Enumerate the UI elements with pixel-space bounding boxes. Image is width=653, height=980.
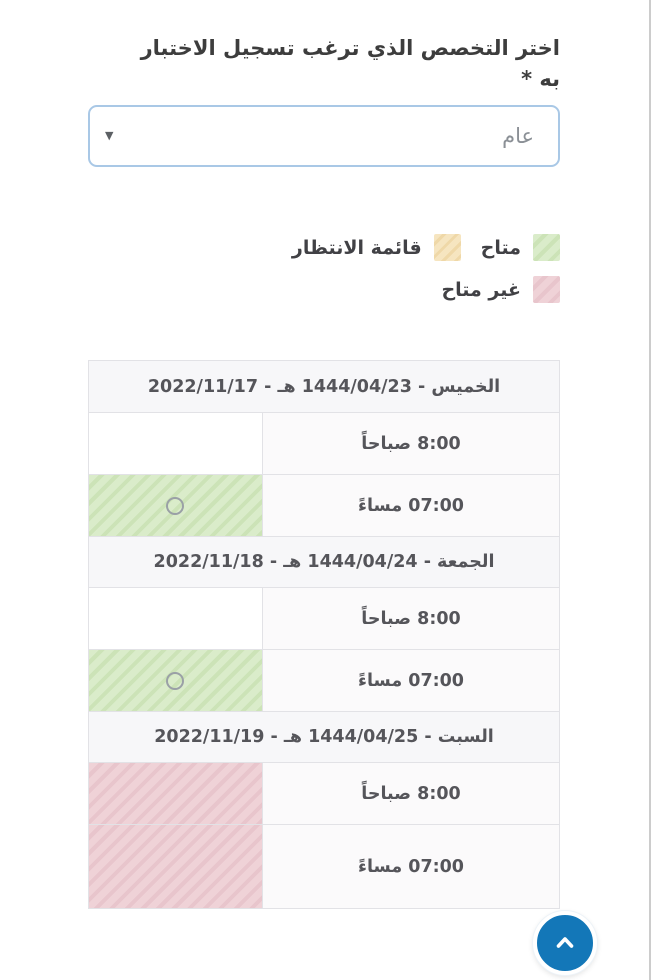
- slot-time-label: 07:00 مساءً: [262, 825, 559, 908]
- slot-cell-empty: [89, 588, 262, 649]
- day-header-label: السبت - 1444/04/25 هـ - 2022/11/19: [89, 711, 559, 762]
- slot-row: [89, 587, 559, 649]
- slot-row: [89, 762, 559, 824]
- legend-label-available: متاح: [480, 236, 521, 259]
- day-header-label: الجمعة - 1444/04/24 هـ - 2022/11/18: [89, 536, 559, 587]
- slot-cell-available[interactable]: [89, 475, 262, 536]
- day-header-label: الخميس - 1444/04/23 هـ - 2022/11/17: [89, 361, 559, 412]
- page-title-line-1: اختر التخصص الذي ترغب تسجيل الاختبار: [140, 36, 560, 60]
- chevron-up-icon: [552, 930, 578, 956]
- scroll-to-top-button[interactable]: [533, 911, 597, 975]
- slot-row: [89, 649, 559, 711]
- specialty-select-value: عام: [502, 124, 534, 148]
- right-edge-line: [649, 0, 651, 980]
- day-section: [89, 361, 559, 536]
- page-title: [88, 33, 560, 95]
- day-section: [89, 536, 559, 711]
- radio-button[interactable]: [166, 497, 184, 515]
- slot-row: [89, 474, 559, 536]
- exam-booking-panel: [88, 33, 560, 909]
- slot-row: [89, 412, 559, 474]
- radio-button[interactable]: [166, 672, 184, 690]
- slot-cell-unavailable: [89, 763, 262, 824]
- legend-item-unavailable: [441, 276, 560, 303]
- slot-cell-empty: [89, 413, 262, 474]
- available-swatch-icon: [533, 234, 560, 261]
- caret-down-icon: ▼: [105, 129, 114, 143]
- slot-row: [89, 824, 559, 908]
- unavailable-swatch-icon: [533, 276, 560, 303]
- slot-cell-available[interactable]: [89, 650, 262, 711]
- slot-time-label: 8:00 صباحاً: [262, 588, 559, 649]
- slot-time-label: 07:00 مساءً: [262, 475, 559, 536]
- legend-label-waitlist: قائمة الانتظار: [291, 236, 422, 259]
- slot-time-label: 07:00 مساءً: [262, 650, 559, 711]
- slot-time-label: 8:00 صباحاً: [262, 413, 559, 474]
- day-section: [89, 711, 559, 908]
- slot-cell-unavailable: [89, 825, 262, 908]
- schedule-table: [88, 360, 560, 909]
- specialty-select[interactable]: [88, 105, 560, 167]
- legend-row-2: [88, 276, 560, 303]
- legend-row-1: [88, 234, 560, 261]
- page-title-line-2: به *: [521, 67, 560, 91]
- waitlist-swatch-icon: [434, 234, 461, 261]
- legend: [88, 234, 560, 303]
- legend-item-waitlist: [292, 234, 461, 261]
- legend-label-unavailable: غير متاح: [441, 278, 521, 301]
- slot-time-label: 8:00 صباحاً: [262, 763, 559, 824]
- legend-item-available: [481, 234, 560, 261]
